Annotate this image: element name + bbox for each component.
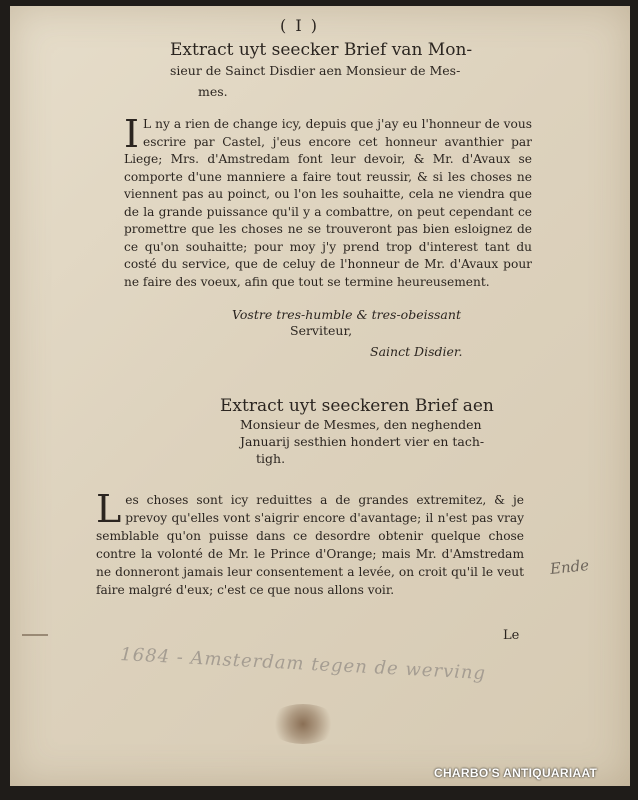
catchword: Le (503, 628, 520, 643)
heading-first-line2: sieur de Sainct Disdier aen Monsieur de Mes- (170, 63, 461, 78)
dealer-watermark-label: CHARBO'S ANTIQUARIAAT (434, 766, 598, 780)
signature-name: Sainct Disdier. (370, 344, 463, 359)
heading-second-line4: tigh. (256, 451, 286, 466)
page-number: ( I ) (280, 16, 319, 35)
letter-second-body (96, 487, 524, 599)
heading-second-line2: Monsieur de Mesmes, den neghenden (240, 417, 482, 432)
signature-servant: Serviteur, (290, 323, 353, 338)
signature-closing: Vostre tres-humble & tres-obeissant (232, 307, 461, 322)
letter-second-text: es choses sont icy reduittes a de grandes extremitez, & je prevoy qu'elles vont s'aigrir encore d'avantage; il n'est pas vray semblable qu'on puisse dans ce desordre obtenir quelque chose contre la volonté de Mr. le Prince d'Orange; mais Mr. d'Amstredam ne donneront jamais leur consentement a levée, on croit qu'il le veut faire malgré d'eux; c'est ce que nous allons voir. (96, 493, 524, 597)
margin-tick-mark (22, 634, 48, 636)
heading-second-line3: Januarij sesthien hondert vier en tach- (240, 434, 485, 449)
heading-first-line1: Extract uyt seecker Brief van Mon- (170, 40, 473, 60)
heading-first-letter (170, 40, 570, 102)
heading-first-line3: mes. (198, 84, 228, 99)
dropcap-second: L (96, 487, 122, 531)
document-page (10, 6, 630, 786)
heading-second-letter (220, 397, 550, 467)
letter-first-text: L ny a rien de change icy, depuis que j'ay eu l'honneur de vous escrire par Castel, j'eus encore cet honneur avanthier par Liege; Mrs. d'Amstredam font leur devoir, & Mr. d'Avaux se comporte d'une manniere a faire tout reussir, & si les choses ne viennent pas au poinct, ou l'on les souhaitte, cela ne viendra que de la grande puissance qu'il y a combattre, on peut cependant ce promettre que les choses ne se trouveront pas bien esloignez de ce qu'on souhaitte; pour moy j'y prend trop d'interest tant du costé du service, que de celuy de l'honneur de Mr. d'Avaux pour ne faire des voeux, afin que tout se termine heureusement. (124, 117, 532, 289)
margin-annotation: Ende (549, 556, 590, 578)
ink-stain (268, 704, 338, 744)
heading-second-line1: Extract uyt seeckeren Brief aen (220, 396, 494, 416)
bottom-pencil-annotation: 1684 - Amsterdam tegen de werving (119, 643, 487, 685)
letter-first-body (124, 112, 532, 291)
dropcap-first: I (124, 112, 140, 156)
